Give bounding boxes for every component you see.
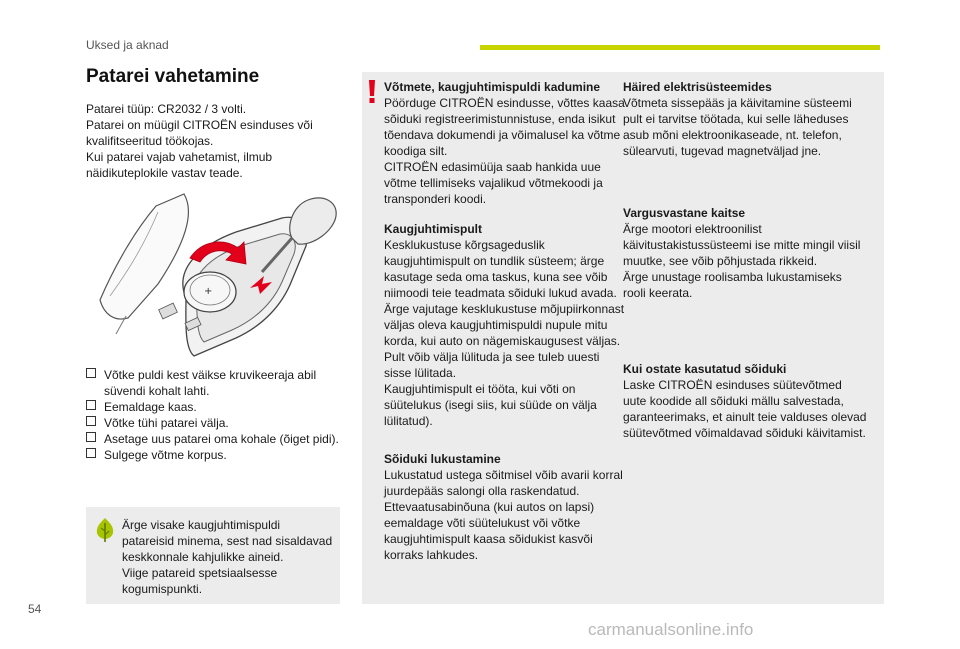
step-item xyxy=(86,415,348,431)
block-line: Ärge unustage roolisamba lukustamiseks xyxy=(623,270,842,284)
block-title: Võtmete, kaugjuhtimispuldi kadumine xyxy=(384,80,601,94)
intro-line: Patarei tüüp: CR2032 / 3 volti. xyxy=(86,102,247,116)
block-line: Kesklukustuse kõrgsageduslik xyxy=(384,238,545,252)
block-line: Pöörduge CITROËN esindusse, võttes kaasa xyxy=(384,96,625,110)
block-line: kaugjuhtimispult kaasa sõidukist kasvõi xyxy=(384,532,593,546)
intro-text xyxy=(86,101,346,181)
block-line: süütelukus (isegi siis, kui süüde on välja xyxy=(384,398,597,412)
warning-block-lost-keys xyxy=(384,79,642,207)
checkbox-bullet-icon xyxy=(86,368,96,378)
block-line: transponderi koodi. xyxy=(384,192,487,206)
block-line: pult ei tarvitse töötada, kui selle läheduses xyxy=(623,112,849,126)
block-line: käivitustakistussüsteemi ise mitte mingil viisil xyxy=(623,238,861,252)
step-item xyxy=(86,399,348,415)
header-accent-bar xyxy=(480,45,880,50)
block-line: juurdepääs salongi olla raskendatud. xyxy=(384,484,580,498)
intro-line: kvalifitseeritud töökojas. xyxy=(86,134,214,148)
block-line: garanteerimaks, et ainult teie valduses olevad xyxy=(623,410,867,424)
block-line: Ettevaatusabinõuna (kui autos on lapsi) xyxy=(384,500,595,514)
screwdriver-handle xyxy=(290,198,336,244)
block-line: kasutage seda oma taskus, kuna see võib xyxy=(384,270,608,284)
warning-block-used-car xyxy=(623,361,881,441)
svg-text:+: + xyxy=(204,286,213,297)
checkbox-bullet-icon xyxy=(86,416,96,426)
warning-block-remote xyxy=(384,221,642,429)
eco-line: kogumispunkti. xyxy=(122,582,203,596)
eco-line: Ärge visake kaugjuhtimispuldi xyxy=(122,518,281,532)
block-line: korda, kui auto on nägemiskaugusest väljas. xyxy=(384,334,621,348)
intro-line: Kui patarei vajab vahetamist, ilmub xyxy=(86,150,273,164)
step-text: Eemaldage kaas. xyxy=(104,400,197,414)
block-title: Häired elektrisüsteemides xyxy=(623,80,772,94)
warning-block-anti-theft xyxy=(623,205,881,301)
block-title: Kaugjuhtimispult xyxy=(384,222,482,236)
checkbox-bullet-icon xyxy=(86,448,96,458)
block-line: Ärge mootori elektroonilist xyxy=(623,222,762,236)
block-line: kaugjuhtimispult on tundlik süsteem; ärge xyxy=(384,254,605,268)
block-line: rooli keerata. xyxy=(623,286,693,300)
leaf-eco-icon xyxy=(94,517,116,543)
step-item xyxy=(86,447,348,463)
eco-note-box xyxy=(86,507,340,604)
block-line: uute koodide all sõiduki mällu salvestada, xyxy=(623,394,844,408)
checkbox-bullet-icon xyxy=(86,432,96,442)
block-line: muutke, see võib põhjustada rikkeid. xyxy=(623,254,818,268)
block-line: sõiduki registreerimistunnistuse, enda isikut xyxy=(384,112,616,126)
block-title: Vargusvastane kaitse xyxy=(623,206,746,220)
block-line: lülitatud). xyxy=(384,414,433,428)
block-line: niimoodi teie teadmata sõiduki lukud avada. xyxy=(384,286,617,300)
eco-line: Viige patareid spetsiaalsesse xyxy=(122,566,278,580)
exclamation-warning-icon xyxy=(367,80,377,104)
warning-block-interference xyxy=(623,79,881,159)
section-header: Uksed ja aknad xyxy=(86,38,169,52)
block-title: Sõiduki lukustamine xyxy=(384,452,501,466)
block-line: CITROËN edasimüüja saab hankida uue xyxy=(384,160,601,174)
eco-note-text xyxy=(122,517,336,597)
step-text: süvendi kohalt lahti. xyxy=(104,384,210,398)
step-text: Sulgege võtme korpus. xyxy=(104,448,227,462)
block-line: Laske CITROËN esinduses süütevõtmed xyxy=(623,378,842,392)
block-line: süütevõtmed võimaldavad sõiduki käivitamist. xyxy=(623,426,866,440)
block-line: asub mõni elektroonikaseade, nt. telefon, xyxy=(623,128,842,142)
block-line: korraks lahkudes. xyxy=(384,548,479,562)
block-line: Pult võib välja lülituda ja see tuleb uuesti xyxy=(384,350,600,364)
block-line: eemaldage võti süütelukust või võtke xyxy=(384,516,581,530)
step-text: Võtke puldi kest väikse kruvikeeraja abil xyxy=(104,368,317,382)
block-line: Lukustatud ustega sõitmisel võib avarii korral xyxy=(384,468,623,482)
step-item xyxy=(86,431,348,447)
block-line: sülearvuti, tugevad magnetväljad jne. xyxy=(623,144,822,158)
key-fob-battery-illustration xyxy=(86,188,346,358)
block-title: Kui ostate kasutatud sõiduki xyxy=(623,362,787,376)
page-title: Patarei vahetamine xyxy=(86,66,260,87)
watermark: carmanualsonline.info xyxy=(588,620,754,639)
block-line: Kaugjuhtimispult ei tööta, kui võti on xyxy=(384,382,576,396)
page-number: 54 xyxy=(28,602,42,616)
intro-line: Patarei on müügil CITROËN esinduses või xyxy=(86,118,313,132)
key-cover-shell xyxy=(100,194,188,319)
checkbox-bullet-icon xyxy=(86,400,96,410)
warning-block-locking xyxy=(384,451,642,563)
block-line: sisse lülitada. xyxy=(384,366,457,380)
eco-line: keskkonnale kahjulikke aineid. xyxy=(122,550,284,564)
block-line: võtme tellimiseks vajalikud võtmekoodi ja xyxy=(384,176,603,190)
intro-line: näidikuteplokile vastav teade. xyxy=(86,166,243,180)
step-item xyxy=(86,367,348,399)
steps-list xyxy=(86,367,348,463)
block-line: tõendava dokumendi ja võimalusel ka võtme xyxy=(384,128,621,142)
eco-line: patareisid minema, sest nad sisaldavad xyxy=(122,534,333,548)
step-text: Asetage uus patarei oma kohale (õiget pidi). xyxy=(104,432,339,446)
block-line: koodiga silt. xyxy=(384,144,448,158)
step-text: Võtke tühi patarei välja. xyxy=(104,416,229,430)
block-line: Ärge vajutage kesklukustuse mõjupiirkonnast xyxy=(384,302,625,316)
block-line: Võtmeta sissepääs ja käivitamine süsteemi xyxy=(623,96,852,110)
block-line: väljas oleva kaugjuhtimispuldi nupule mitu xyxy=(384,318,608,332)
